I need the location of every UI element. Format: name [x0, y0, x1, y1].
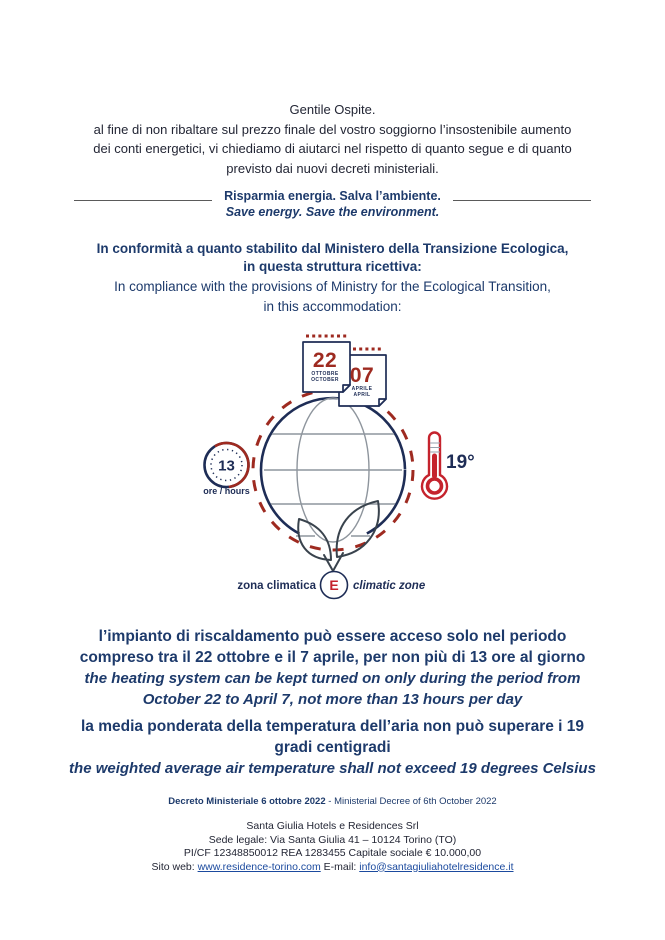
- globe-icon: [261, 398, 405, 542]
- calendar-end-month-it: APRILE: [351, 386, 372, 392]
- heating-rule-en-line-1: the heating system can be kept turned on only during the period from: [84, 670, 581, 687]
- motto-row: [0, 188, 665, 220]
- compliance-en-line-1: In compliance with the provisions of Ministry for the Ecological Transition,: [114, 279, 551, 294]
- decree-en: Ministerial Decree of 6th October 2022: [334, 796, 497, 807]
- compliance-it-line-1: In conformità a quanto stabilito dal Ministero della Transizione Ecologica,: [96, 241, 569, 256]
- temperature-rule: [0, 716, 665, 779]
- website-link[interactable]: www.residence-torino.com: [197, 860, 321, 873]
- decree-it: Decreto Ministeriale 6 ottobre 2022: [168, 796, 326, 807]
- energy-infographic: [0, 328, 665, 618]
- footer-company: Santa Giulia Hotels e Residences Srl: [246, 820, 419, 832]
- calendar-start-month-en: OCTOBER: [310, 377, 339, 383]
- calendar-icon: [303, 336, 386, 406]
- footer-address: Sede legale: Via Santa Giulia 41 – 10124 Torino (TO): [208, 833, 457, 846]
- climate-zone-label-en: climatic zone: [352, 580, 425, 592]
- motto-divider-left: [74, 188, 212, 201]
- compliance-en-line-2: in this accommodation:: [263, 299, 402, 314]
- decree-note: [0, 796, 665, 807]
- clock-hours: 13: [217, 457, 235, 475]
- email-link[interactable]: info@santagiuliahotelresidence.it: [359, 860, 514, 873]
- climate-zone-row: [237, 572, 425, 599]
- footer-fiscal: PI/CF 12348850012 REA 1283455 Capitale sociale € 10.000,00: [183, 847, 482, 859]
- intro-greeting: Gentile Ospite.: [289, 102, 376, 117]
- intro-line-2: dei conti energetici, vi chiediamo di aiutarci nel rispetto di quanto segue e di quanto: [93, 141, 572, 156]
- motto-divider-right: [453, 188, 591, 201]
- temperature-rule-it-line-1: la media ponderata della temperatura dell’aria non può superare i 19: [80, 718, 585, 735]
- website-label: Sito web:: [151, 860, 198, 873]
- climate-zone-letter: E: [328, 577, 339, 593]
- heating-rule-en-line-2: October 22 to April 7, not more than 13 hours per day: [142, 691, 523, 708]
- heating-rule-it-line-1: l’impianto di riscaldamento può essere acceso solo nel periodo: [98, 628, 567, 645]
- climate-zone-label-it: zona climatica: [236, 580, 316, 592]
- calendar-end-month-en: APRIL: [353, 392, 370, 398]
- intro-paragraph: [0, 0, 665, 178]
- temperature-rule-en: the weighted average air temperature shall not exceed 19 degrees Celsius: [69, 760, 596, 777]
- intro-line-3: previsto dai nuovi decreti ministeriali.: [226, 160, 439, 176]
- compliance-heading: [0, 240, 665, 316]
- compliance-it-line-2: in questa struttura ricettiva:: [243, 259, 422, 274]
- thermometer-icon: [422, 433, 475, 499]
- temperature-rule-it-line-2: gradi centigradi: [274, 739, 391, 756]
- heating-rule: [0, 626, 665, 710]
- calendar-end-day: 07: [349, 364, 374, 387]
- email-label: E-mail:: [320, 860, 360, 873]
- energy-infographic-svg: [103, 328, 563, 618]
- footer: [0, 820, 665, 874]
- calendar-start-month-it: OTTOBRE: [310, 371, 339, 377]
- calendar-start-day: 22: [312, 349, 337, 372]
- footer-contacts: [0, 861, 665, 875]
- thermometer-value: 19°: [445, 452, 475, 473]
- motto-italian: Risparmia energia. Salva l’ambiente.: [224, 189, 441, 203]
- heating-rule-it-line-2: compreso tra il 22 ottobre e il 7 aprile, per non più di 13 ore al giorno: [79, 649, 586, 666]
- clock-label: ore / hours: [202, 486, 250, 496]
- motto: [224, 188, 441, 220]
- intro-line-1: al fine di non ribaltare sul prezzo finale del vostro soggiorno l’insostenibile aumento: [93, 121, 572, 137]
- motto-english: Save energy. Save the environment.: [225, 205, 440, 219]
- clock-icon: [196, 435, 256, 496]
- decree-separator: -: [325, 796, 335, 807]
